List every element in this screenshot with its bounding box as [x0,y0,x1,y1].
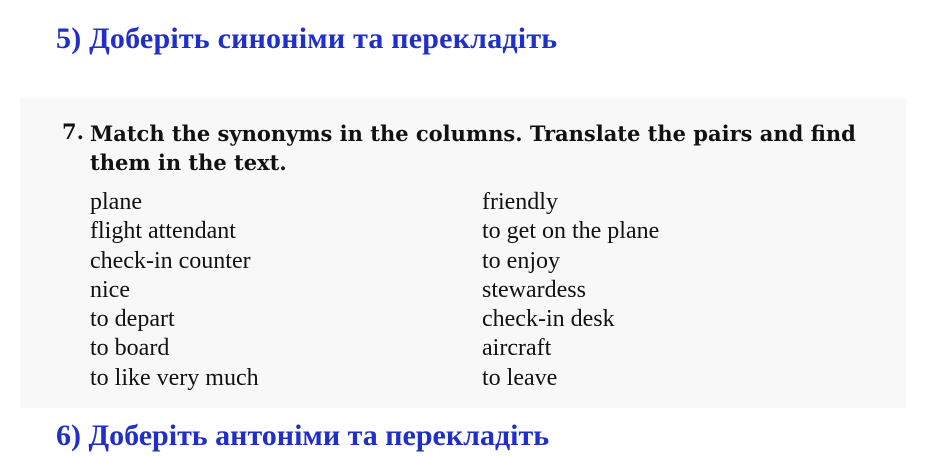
right-word-item: stewardess [482,276,586,303]
exercise-instruction: Match the synonyms in the columns. Translate the pairs and find them in the text. [90,121,856,175]
right-word-column [482,188,659,393]
right-word-item: to get on the plane [482,218,660,245]
right-word-item: aircraft [482,335,552,362]
right-word-item: friendly [482,189,558,215]
next-section-heading-text: 6) Доберіть антоніми та перекладіть [56,419,550,452]
left-word-item: to depart [90,306,175,333]
right-word-item: check-in desk [482,306,615,333]
next-section-heading [56,410,550,452]
left-word-item: to like very much [90,364,259,391]
exercise-number: 7. [62,119,84,144]
left-word-item: check-in counter [90,247,251,274]
left-word-column [90,188,259,393]
left-word-item: nice [90,276,130,303]
left-word-item: plane [90,189,142,215]
right-word-item: to leave [482,364,558,391]
section-heading: 5) Доберіть синоніми та перекладіть [56,22,558,55]
left-word-item: flight attendant [90,218,236,245]
left-word-item: to board [90,335,170,362]
right-word-item: to enjoy [482,247,560,274]
